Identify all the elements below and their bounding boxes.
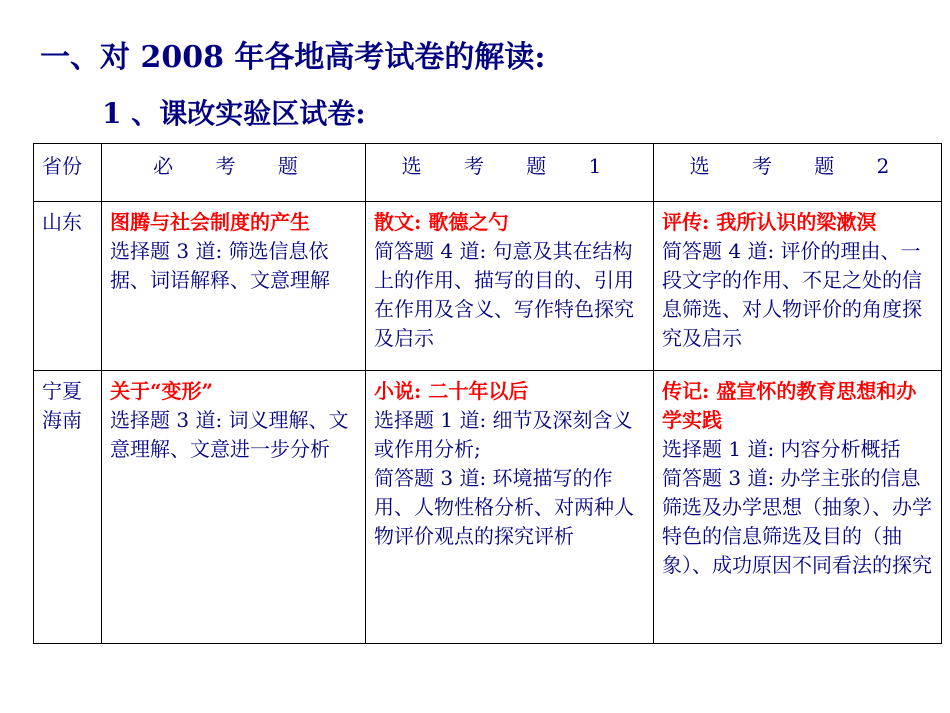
table-row bbox=[34, 371, 942, 644]
header-province: 省份 bbox=[34, 144, 102, 202]
question-summary: 简答题 4 道: 评价的理由、一段文字的作用、不足之处的信息筛选、对人物评价的角度探究及启示 bbox=[662, 239, 922, 350]
page-title: 一、对 2008 年各地高考试卷的解读: bbox=[40, 40, 546, 75]
table-header-row bbox=[34, 144, 942, 202]
header-elective-2: 选 考 题 2 bbox=[654, 144, 942, 202]
text-title: 小说: 二十年以后 bbox=[374, 379, 529, 403]
text-title: 图腾与社会制度的产生 bbox=[110, 210, 310, 234]
text-title: 关于“变形” bbox=[110, 379, 214, 403]
region-cell bbox=[34, 371, 102, 644]
question-summary: 简答题 4 道: 句意及其在结构上的作用、描写的目的、引用在作用及含义、写作特色探究及启示 bbox=[374, 239, 634, 350]
question-summary: 选择题 1 道: 细节及深刻含义或作用分析; bbox=[374, 408, 633, 461]
section-subtitle: 1 、课改实验区试卷: bbox=[102, 97, 366, 130]
text-title: 评传: 我所认识的梁漱溟 bbox=[662, 210, 877, 234]
question-summary: 简答题 3 道: 环境描写的作用、人物性格分析、对两种人物评价观点的探究评析 bbox=[374, 466, 634, 548]
required-cell bbox=[102, 202, 366, 371]
question-summary: 选择题 3 道: 词义理解、文意理解、文意进一步分析 bbox=[110, 408, 349, 461]
question-summary: 选择题 1 道: 内容分析概括 bbox=[662, 437, 901, 461]
elective-2-cell bbox=[654, 371, 942, 644]
region-cell bbox=[34, 202, 102, 371]
elective-2-cell bbox=[654, 202, 942, 371]
text-title: 传记: 盛宣怀的教育思想和办学实践 bbox=[662, 379, 917, 432]
exam-analysis-table bbox=[33, 143, 942, 644]
region-name: 山东 bbox=[42, 210, 82, 234]
header-required: 必 考 题 bbox=[102, 144, 366, 202]
region-name: 宁夏海南 bbox=[42, 379, 82, 432]
elective-1-cell bbox=[366, 202, 654, 371]
question-summary: 简答题 3 道: 办学主张的信息筛选及办学思想（抽象）、办学特色的信息筛选及目的（抽象）、成功原因不同看法的探究 bbox=[662, 466, 932, 577]
elective-1-cell bbox=[366, 371, 654, 644]
question-summary: 选择题 3 道: 筛选信息依据、词语解释、文意理解 bbox=[110, 239, 330, 292]
table-row bbox=[34, 202, 942, 371]
header-elective-1: 选 考 题 1 bbox=[366, 144, 654, 202]
text-title: 散文: 歌德之勺 bbox=[374, 210, 509, 234]
required-cell bbox=[102, 371, 366, 644]
